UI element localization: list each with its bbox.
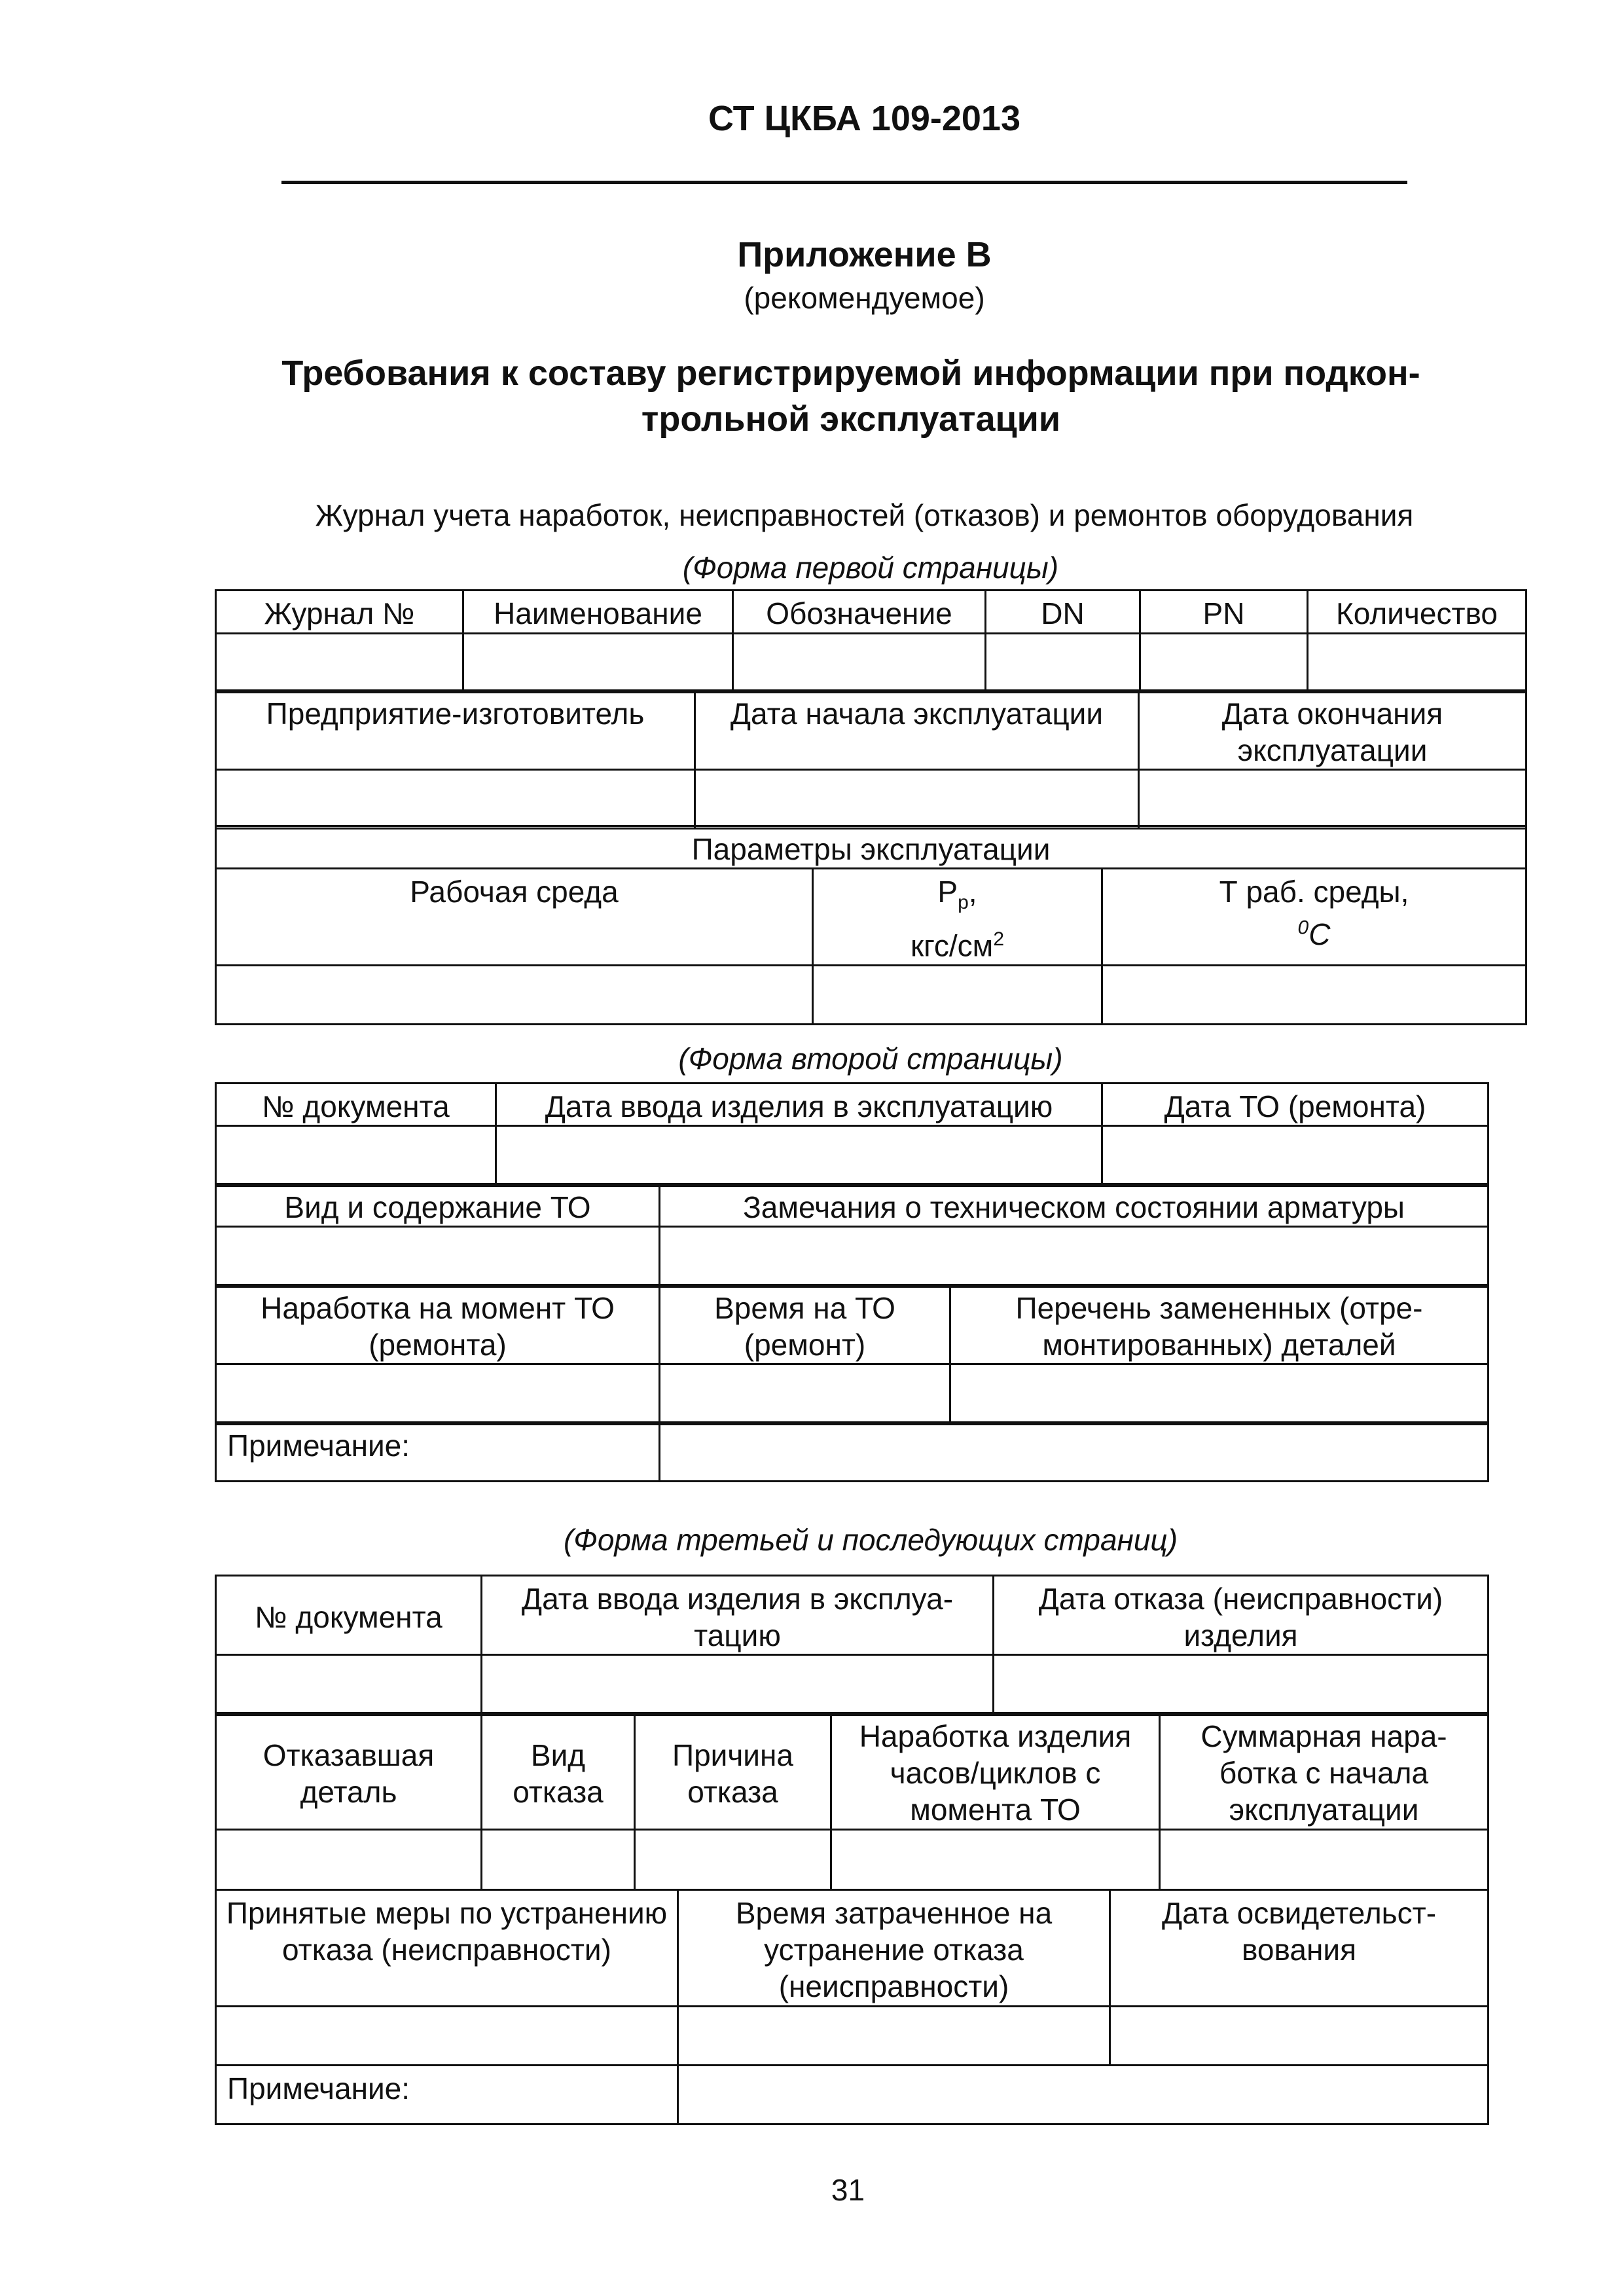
form2-cell-empty: [660, 1227, 1489, 1287]
form3-table-b: [215, 1712, 1489, 1891]
form1-cell-empty: [695, 770, 1139, 829]
form1-header-end-date: Дата окончания эксплуатации: [1139, 691, 1526, 770]
main-title-line-1: Требования к составу регистрируемой информации при подкон-: [281, 354, 1420, 393]
form3-cell-empty: [994, 1655, 1489, 1715]
form3-cell-empty: [482, 1655, 994, 1715]
form2-note-value: [660, 1423, 1489, 1482]
form1-cell-empty: [216, 634, 463, 693]
form2-table-c: [215, 1284, 1489, 1425]
form1-header-pn: PN: [1140, 591, 1308, 634]
form1-table-b: [215, 689, 1527, 829]
form2-cell-empty: [216, 1227, 660, 1287]
form1-cell-empty: [216, 770, 695, 829]
journal-title: Журнал учета наработок, неисправностей (отказов) и ремонтов оборудования: [315, 498, 1414, 532]
main-title: [209, 350, 1492, 442]
form2-note-label: Примечание:: [216, 1423, 660, 1482]
form1-header-quantity: Количество: [1308, 591, 1526, 634]
form2-header-commission-date: Дата ввода изделия в эксплуатацию: [496, 1084, 1102, 1126]
form1-params-label: Параметры эксплуатации: [216, 826, 1526, 869]
form2-cell-empty: [216, 1126, 496, 1186]
form1-header-manufacturer: Предприятие-изготовитель: [216, 691, 695, 770]
form3-cell-empty: [635, 1830, 831, 1890]
temperature-unit: С: [1308, 917, 1331, 952]
form2-cell-empty: [216, 1364, 660, 1425]
form2-header-maintenance-date: Дата ТО (ремонта): [1102, 1084, 1489, 1126]
form3-table-a: [215, 1575, 1489, 1716]
form3-note-value: [678, 2066, 1489, 2124]
form1-table-a: [215, 589, 1527, 693]
form2-caption: (Форма второй страницы): [678, 1042, 1063, 1076]
form3-header-failure-cause: Причина отказа: [635, 1713, 831, 1830]
form3-header-failure-date: Дата отказа (неисправности) изделия: [994, 1576, 1489, 1655]
form3-cell-empty: [1160, 1830, 1489, 1890]
form1-cell-empty: [1139, 770, 1526, 829]
form3-cell-empty: [482, 1830, 635, 1890]
form2-cell-empty: [496, 1126, 1102, 1186]
form1-header-medium: Рабочая среда: [216, 869, 813, 966]
form1-header-designation: Обозначение: [733, 591, 986, 634]
temperature-degree: 0: [1297, 917, 1309, 939]
form3-header-failed-part: Отказавшая деталь: [216, 1713, 482, 1830]
form3-cell-empty: [216, 1655, 482, 1715]
form2-table-b: [215, 1183, 1489, 1288]
form3-caption: (Форма третьей и последующих страниц): [563, 1523, 1178, 1557]
form1-cell-empty: [986, 634, 1140, 693]
form1-table-c: [215, 825, 1527, 1025]
form1-cell-empty: [1140, 634, 1308, 693]
form2-header-doc-no: № документа: [216, 1084, 496, 1126]
form1-header-pressure: $P_р$, кгс/$см^2$: [813, 869, 1102, 966]
form2-header-maintenance-time: Время на ТО (ремонт): [660, 1285, 950, 1364]
form1-cell-empty: [463, 634, 733, 693]
form2-table-a: [215, 1082, 1489, 1187]
form2-header-remarks: Замечания о техническом состоянии арматуры: [660, 1184, 1489, 1227]
form2-table-d: [215, 1421, 1489, 1482]
form3-cell-empty: [216, 2007, 678, 2066]
form3-header-doc-no: № документа: [216, 1576, 482, 1655]
form3-header-total-operating: Суммарная нара-ботка с начала эксплуатации: [1160, 1713, 1489, 1830]
form3-cell-empty: [1110, 2007, 1489, 2066]
form1-caption: (Форма первой страницы): [682, 551, 1059, 585]
pressure-unit-exponent: 2: [993, 928, 1004, 951]
pressure-subscript: р: [958, 892, 969, 914]
form1-header-temperature: [1102, 869, 1526, 966]
form1-header-dn: DN: [986, 591, 1140, 634]
form1-cell-empty: [1308, 634, 1526, 693]
document-code: СТ ЦКБА 109-2013: [708, 99, 1020, 138]
form2-header-replaced-parts: Перечень замененных (отре-монтированных) деталей: [950, 1285, 1489, 1364]
pressure-unit: кгс/см: [911, 928, 994, 963]
appendix-subtitle: (рекомендуемое): [744, 281, 985, 315]
form3-cell-empty: [831, 1830, 1160, 1890]
form3-header-inspection-date: Дата освидетельст-вования: [1110, 1890, 1489, 2007]
form1-cell-empty: [733, 634, 986, 693]
pressure-symbol: P: [937, 875, 958, 909]
header-rule: [281, 181, 1407, 184]
form2-cell-empty: [1102, 1126, 1489, 1186]
form1-cell-empty: [813, 965, 1102, 1024]
form1-header-name: Наименование: [463, 591, 733, 634]
form3-table-d: [215, 2064, 1489, 2125]
form3-header-failure-type: Вид отказа: [482, 1713, 635, 1830]
form1-cell-empty: [1102, 965, 1526, 1024]
form2-cell-empty: [660, 1364, 950, 1425]
form2-header-maintenance-type: Вид и содержание ТО: [216, 1184, 660, 1227]
form3-header-repair-time: Время затраченное на устранение отказа (неисправности): [678, 1890, 1110, 2007]
form2-header-operating-time: Наработка на момент ТО (ремонта): [216, 1285, 660, 1364]
form3-header-commission-date: Дата ввода изделия в эксплуа-тацию: [482, 1576, 994, 1655]
form3-header-operating-hours: Наработка изделия часов/циклов с момента ТО: [831, 1713, 1160, 1830]
appendix-title: Приложение В: [737, 235, 992, 274]
temperature-label: Т раб. среды,: [1219, 875, 1409, 909]
main-title-line-2: трольной эксплуатации: [641, 399, 1061, 439]
form1-header-start-date: Дата начала эксплуатации: [695, 691, 1139, 770]
form2-cell-empty: [950, 1364, 1489, 1425]
form1-header-journal-no: Журнал №: [216, 591, 463, 634]
form3-cell-empty: [678, 2007, 1110, 2066]
form3-table-c: [215, 1889, 1489, 2066]
page-number: 31: [831, 2173, 865, 2207]
form3-note-label: Примечание:: [216, 2066, 678, 2124]
form3-cell-empty: [216, 1830, 482, 1890]
form3-header-measures: Принятые меры по устранению отказа (неисправности): [216, 1890, 678, 2007]
form1-cell-empty: [216, 965, 813, 1024]
